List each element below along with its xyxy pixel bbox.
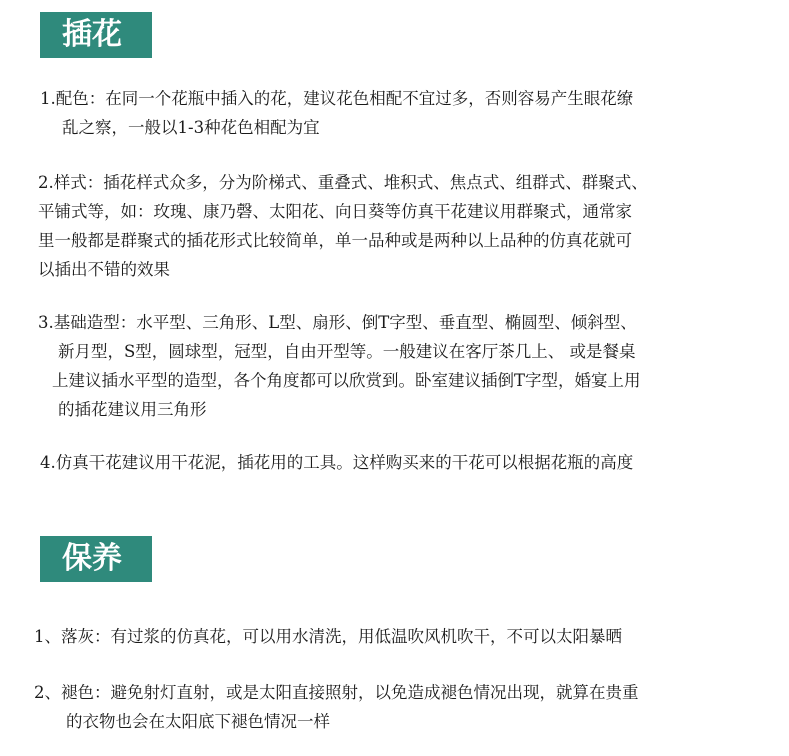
text-line: 2、褪色：避免射灯直射，或是太阳直接照射，以免造成褪色情况出现，就算在贵重 xyxy=(34,683,639,702)
text-line: 1.配色：在同一个花瓶中插入的花，建议花色相配不宜过多，否则容易产生眼花缭 xyxy=(40,89,634,108)
text-line: 的衣物也会在太阳底下褪色情况一样 xyxy=(66,712,330,731)
text-line: 的插花建议用三角形 xyxy=(58,400,207,419)
text-line: 乱之察，一般以1-3种花色相配为宜 xyxy=(62,118,320,137)
text-line: 上建议插水平型的造型，各个角度都可以欣赏到。卧室建议插倒T字型，婚宴上用 xyxy=(52,371,641,390)
section-heading-arrangement: 插花 xyxy=(40,12,152,58)
text-line: 2.样式：插花样式众多，分为阶梯式、重叠式、堆积式、焦点式、组群式、群聚式、 xyxy=(38,173,648,192)
section-heading-care: 保养 xyxy=(40,536,152,582)
arrangement-item-style xyxy=(38,168,648,284)
arrangement-item-tools xyxy=(40,448,633,477)
care-item-fading xyxy=(34,678,639,736)
text-line: 平铺式等，如：玫瑰、康乃磬、太阳花、向日葵等仿真干花建议用群聚式，通常家 xyxy=(38,202,632,221)
text-line: 1、落灰：有过浆的仿真花，可以用水清洗，用低温吹风机吹干，不可以太阳暴晒 xyxy=(34,627,622,646)
care-item-dust xyxy=(34,622,622,651)
arrangement-item-shapes xyxy=(38,308,641,424)
text-line: 以插出不错的效果 xyxy=(38,260,170,279)
text-line: 新月型，S型，圆球型，冠型，自由开型等。一般建议在客厅茶几上、 或是餐桌 xyxy=(58,342,636,361)
text-line: 里一般都是群聚式的插花形式比较简单，单一品种或是两种以上品种的仿真花就可 xyxy=(38,231,632,250)
text-line: 4.仿真干花建议用干花泥，插花用的工具。这样购买来的干花可以根据花瓶的高度 xyxy=(40,453,634,472)
arrangement-item-color xyxy=(40,84,633,142)
text-line: 3.基础造型：水平型、三角形、L型、扇形、倒T字型、垂直型、椭圆型、倾斜型、 xyxy=(38,313,637,332)
